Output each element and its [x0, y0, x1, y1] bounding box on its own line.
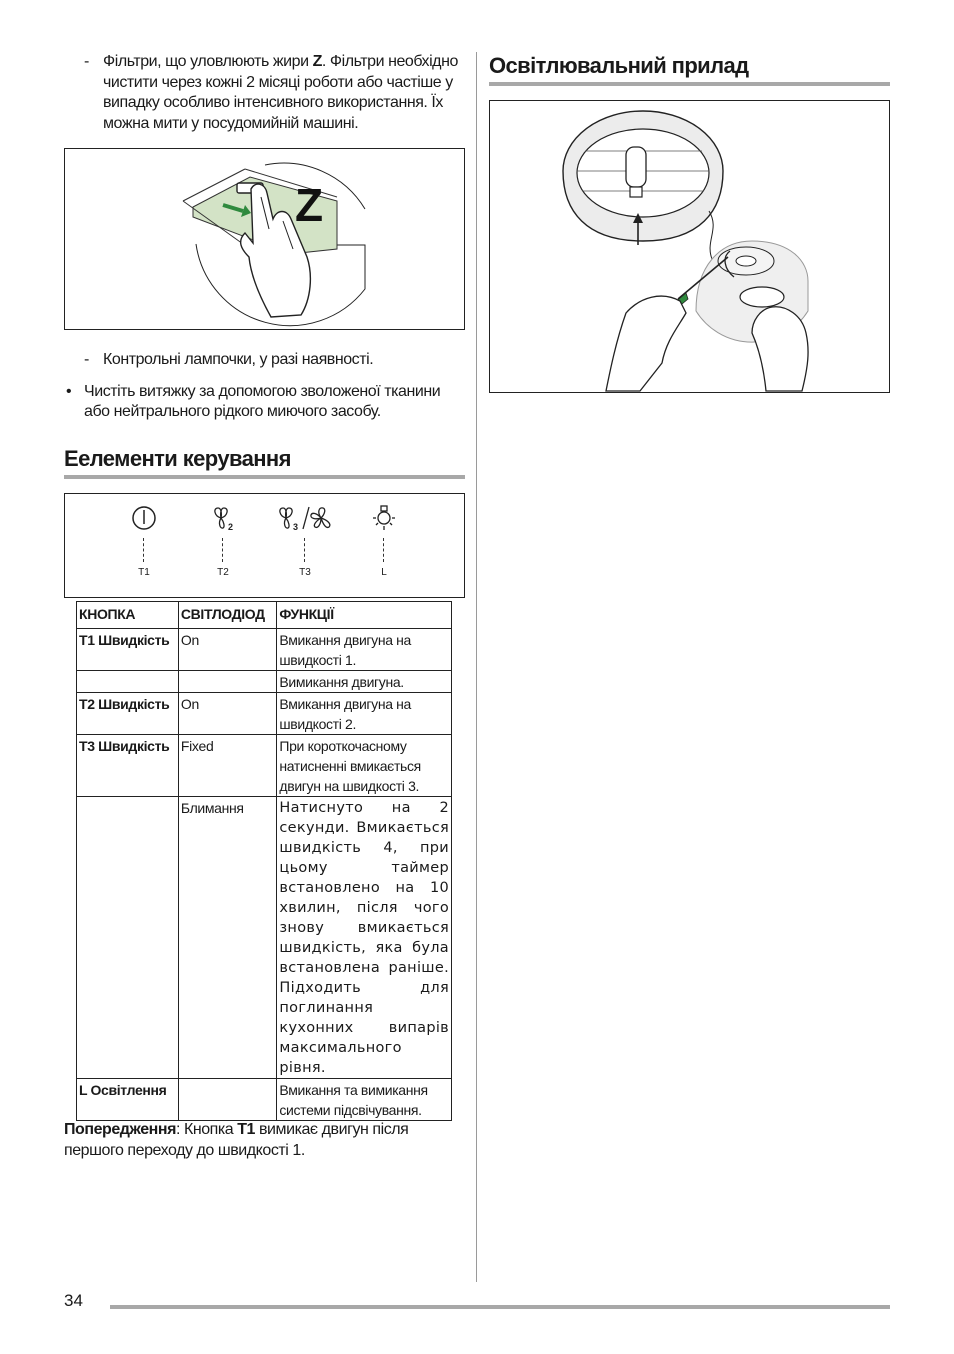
- light-icon: [369, 504, 399, 532]
- cell-button: T2 Швидкість: [77, 693, 179, 735]
- clean-text: Чистіть витяжку за допомогою зволоженої тканини або нейтрального рідкого миючого засобу.: [84, 382, 441, 420]
- cell-function: Вмикання двигуна на швидкості 1.: [277, 629, 452, 671]
- table-row: [77, 671, 452, 693]
- warning-text-mid: : Кнопка: [175, 1121, 238, 1138]
- right-column: [489, 52, 890, 393]
- fan-speed-2-icon: [208, 504, 238, 532]
- cell-button: L Освітлення: [77, 1079, 179, 1121]
- svg-text:2: 2: [228, 521, 234, 532]
- figure-letter: Z: [295, 179, 324, 231]
- functions-table: [76, 601, 452, 1121]
- filter-removal-figure: [64, 148, 465, 330]
- column-divider: [476, 52, 477, 1282]
- filter-removal-illustration: [65, 149, 464, 329]
- cell-led: Блимання: [178, 797, 277, 1079]
- lamp-replacement-figure: [489, 100, 890, 393]
- filters-text-post: . Фільтри необхідно чистити через кожні 2 місяці роботи або частіше у випадку особливо інтенсивного використання. Їх можна мити у посудомийній машині.: [103, 53, 458, 132]
- controls-heading: Еелементи керування: [64, 445, 465, 479]
- lamps-paragraph: [64, 350, 465, 371]
- lamps-text: Контрольні лампочки, у разі наявності.: [103, 351, 374, 368]
- warning-paragraph: [64, 1120, 465, 1161]
- panel-key-t3: [275, 504, 335, 578]
- header-button: КНОПКА: [77, 602, 179, 629]
- cell-function: Вимикання двигуна.: [277, 671, 452, 693]
- cell-button: [77, 671, 179, 693]
- page-number: 34: [64, 1291, 83, 1310]
- cell-function: При короткочасному натисненні вмикається двигун на швидкості 3.: [277, 735, 452, 797]
- cell-button: T1 Швидкість: [77, 629, 179, 671]
- table-row: [77, 1079, 452, 1121]
- key-label-l: L: [381, 566, 387, 578]
- footer-rule: [110, 1305, 890, 1309]
- panel-key-t2: [203, 504, 243, 578]
- cell-led: On: [178, 629, 277, 671]
- lighting-heading: Освітлювальний прилад: [489, 52, 890, 86]
- key-guide-line: [304, 538, 306, 562]
- header-led: СВІТЛОДІОД: [178, 602, 277, 629]
- control-panel-figure: [64, 493, 465, 598]
- key-label-t2: T2: [217, 566, 229, 578]
- cell-function: Вмикання двигуна на швидкості 2.: [277, 693, 452, 735]
- fan-speed-3-4-icon: [275, 504, 335, 532]
- warning-text-post: вимикає двигун після першого переходу до швидкості 1.: [64, 1121, 409, 1159]
- warning-label: Попередження: [64, 1121, 176, 1138]
- dash-mark: -: [84, 351, 89, 368]
- table-row: [77, 797, 452, 1079]
- left-column: [64, 52, 465, 1159]
- cell-led: [178, 1079, 277, 1121]
- table-row: [77, 693, 452, 735]
- key-label-t3: T3: [299, 566, 311, 578]
- clean-paragraph: [64, 382, 465, 423]
- key-guide-line: [222, 538, 224, 562]
- cell-led: Fixed: [178, 735, 277, 797]
- header-functions: ФУНКЦІЇ: [277, 602, 452, 629]
- cell-button: [77, 797, 179, 1079]
- filters-letter: Z: [312, 53, 322, 70]
- filters-paragraph: [64, 52, 465, 134]
- table-row: [77, 735, 452, 797]
- key-guide-line: [383, 538, 385, 562]
- cell-led: [178, 671, 277, 693]
- panel-key-l: [364, 504, 404, 578]
- warning-key: T1: [237, 1121, 256, 1138]
- table-header-row: [77, 602, 452, 629]
- cell-led: On: [178, 693, 277, 735]
- power-icon: [130, 504, 158, 532]
- lamp-replacement-illustration: [490, 101, 889, 392]
- cell-function: Натиснуто на 2 секунди. Вмикається швидкість 4, при цьому таймер встановлено на 10 хвилин, після чого знову вмикається швидкість, яка була встановлена раніше. Підходить для поглинання кухонних випарів максимального рівня.: [277, 797, 452, 1079]
- bullet-mark: •: [66, 382, 72, 400]
- cell-button: T3 Швидкість: [77, 735, 179, 797]
- cell-function: Вмикання та вимикання системи підсвічування.: [277, 1079, 452, 1121]
- table-row: [77, 629, 452, 671]
- panel-key-t1: [124, 504, 164, 578]
- key-label-t1: T1: [138, 566, 150, 578]
- key-guide-line: [143, 538, 145, 562]
- dash-mark: -: [84, 53, 89, 70]
- svg-text:3: 3: [293, 521, 299, 532]
- filters-text-pre: Фільтри, що уловлюють жири: [103, 53, 313, 70]
